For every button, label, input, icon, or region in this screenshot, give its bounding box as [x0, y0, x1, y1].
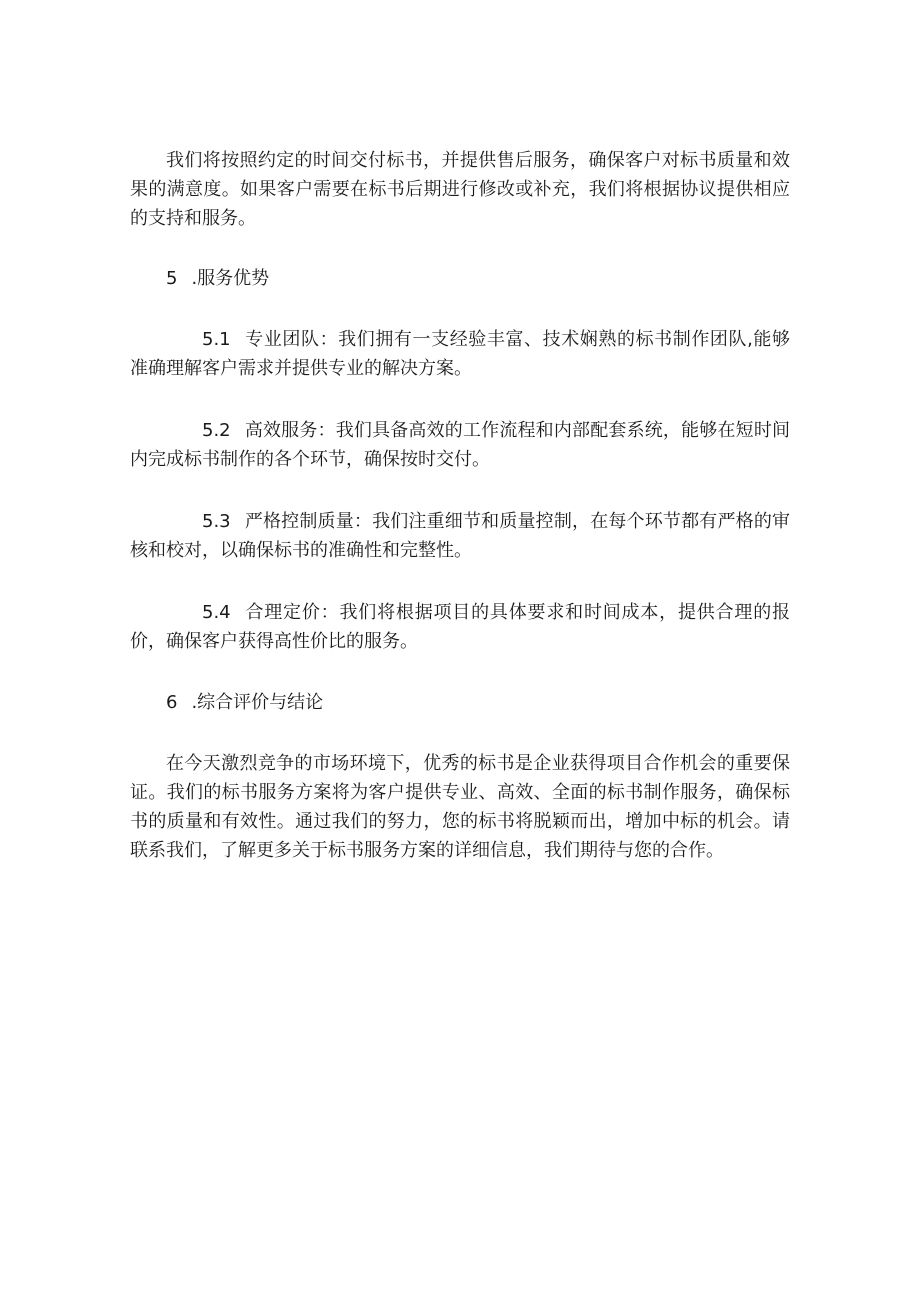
section-5-heading [130, 264, 790, 293]
item-5-3-number: 5.3 [202, 511, 231, 532]
document-body [130, 146, 790, 865]
item-5-2-number: 5.2 [202, 420, 231, 441]
item-5-4-number: 5.4 [202, 602, 231, 623]
section-5-number: 5 [166, 268, 178, 289]
item-5-4 [130, 598, 790, 656]
section-6-heading [130, 688, 790, 717]
item-5-3 [130, 507, 790, 565]
item-5-1-number: 5.1 [202, 329, 231, 350]
section-6-title: .综合评价与结论 [191, 692, 324, 713]
item-5-2 [130, 416, 790, 474]
item-5-4-text: 合理定价：我们将根据项目的具体要求和时间成本，提供合理的报价，确保客户获得高性价比的服务。 [130, 602, 790, 652]
conclusion-paragraph: 在今天激烈竞争的市场环境下，优秀的标书是企业获得项目合作机会的重要保证。我们的标书服务方案将为客户提供专业、高效、全面的标书制作服务，确保标书的质量和有效性。通过我们的努力，您的标书将脱颖而出，增加中标的机会。请联系我们，了解更多关于标书服务方案的详细信息，我们期待与您的合作。 [130, 753, 790, 861]
item-5-1-text: 专业团队：我们拥有一支经验丰富、技术娴熟的标书制作团队,能够准确理解客户需求并提供专业的解决方案。 [130, 329, 790, 379]
section-5-title: .服务优势 [191, 268, 270, 289]
item-5-2-text: 高效服务：我们具备高效的工作流程和内部配套系统，能够在短时间内完成标书制作的各个环节，确保按时交付。 [130, 420, 790, 470]
item-5-1 [130, 325, 790, 383]
intro-paragraph: 我们将按照约定的时间交付标书，并提供售后服务，确保客户对标书质量和效果的满意度。如果客户需要在标书后期进行修改或补充，我们将根据协议提供相应的支持和服务。 [130, 150, 790, 229]
section-6-number: 6 [166, 692, 178, 713]
item-5-3-text: 严格控制质量：我们注重细节和质量控制，在每个环节都有严格的审核和校对，以确保标书的准确性和完整性。 [130, 511, 790, 561]
